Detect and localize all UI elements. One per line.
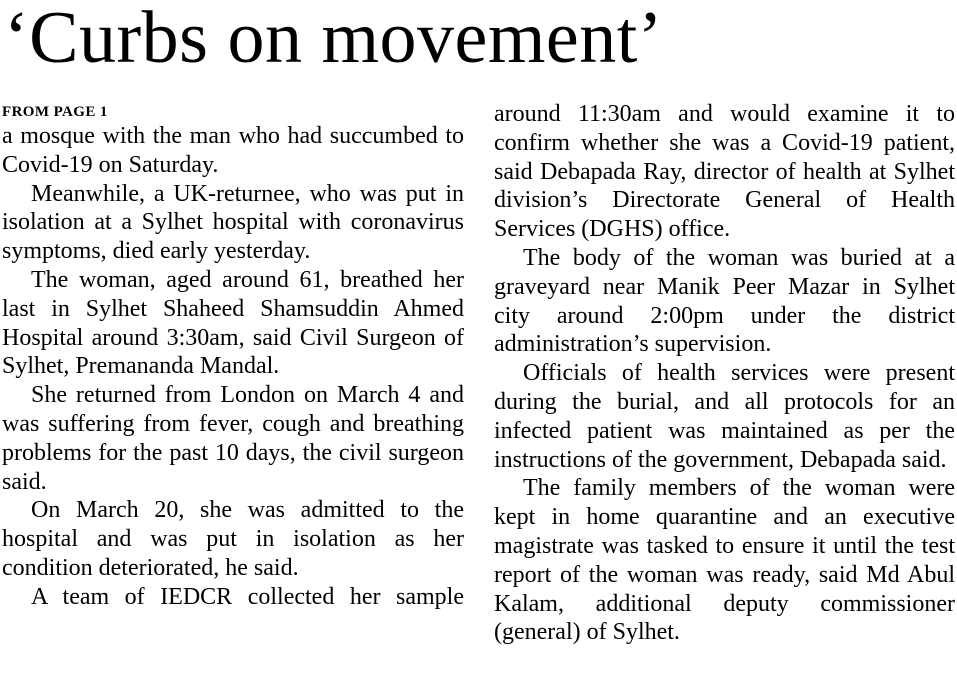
article-column-right — [494, 100, 955, 647]
headline: ‘Curbs on movement’ — [4, 0, 663, 79]
paragraph: A team of IEDCR collected her sample — [31, 583, 464, 610]
paragraph: The family members of the woman were kept in home quarantine and an executive magistrate was tasked to ensure it until the test report of the woman was ready, said Md Abul Kalam, additional deputy commissioner (general) of Sylhet. — [494, 475, 955, 646]
paragraph: On March 20, she was admitted to the hospital and was put in isolation as her condition deteriorated, he said. — [2, 497, 464, 581]
continued-from-label: FROM PAGE 1 — [2, 104, 108, 120]
paragraph: She returned from London on March 4 and was suffering from fever, cough and breathing problems for the past 10 days, the civil surgeon said. — [2, 382, 464, 495]
paragraph: The body of the woman was buried at a graveyard near Manik Peer Mazar in Sylhet city around 2:00pm under the district administration’s supervision. — [494, 244, 955, 358]
article-column-left — [2, 100, 464, 612]
paragraph: a mosque with the man who had succumbed to Covid-19 on Saturday. — [2, 123, 464, 178]
paragraph: The woman, aged around 61, breathed her last in Sylhet Shaheed Shamsuddin Ahmed Hospital around 3:30am, said Civil Surgeon of Sylhet, Premananda Mandal. — [2, 266, 464, 380]
paragraph: Meanwhile, a UK-returnee, who was put in isolation at a Sylhet hospital with coronavirus symptoms, died early yesterday. — [2, 180, 464, 265]
paragraph: around 11:30am and would examine it to confirm whether she was a Covid-19 patient, said Debapada Ray, director of health at Sylhet division’s Directorate General of Health Services (DGHS) office. — [494, 101, 955, 243]
paragraph: Officials of health services were present during the burial, and all protocols for an infected patient was maintained as per the instructions of the government, Debapada said. — [494, 360, 955, 473]
